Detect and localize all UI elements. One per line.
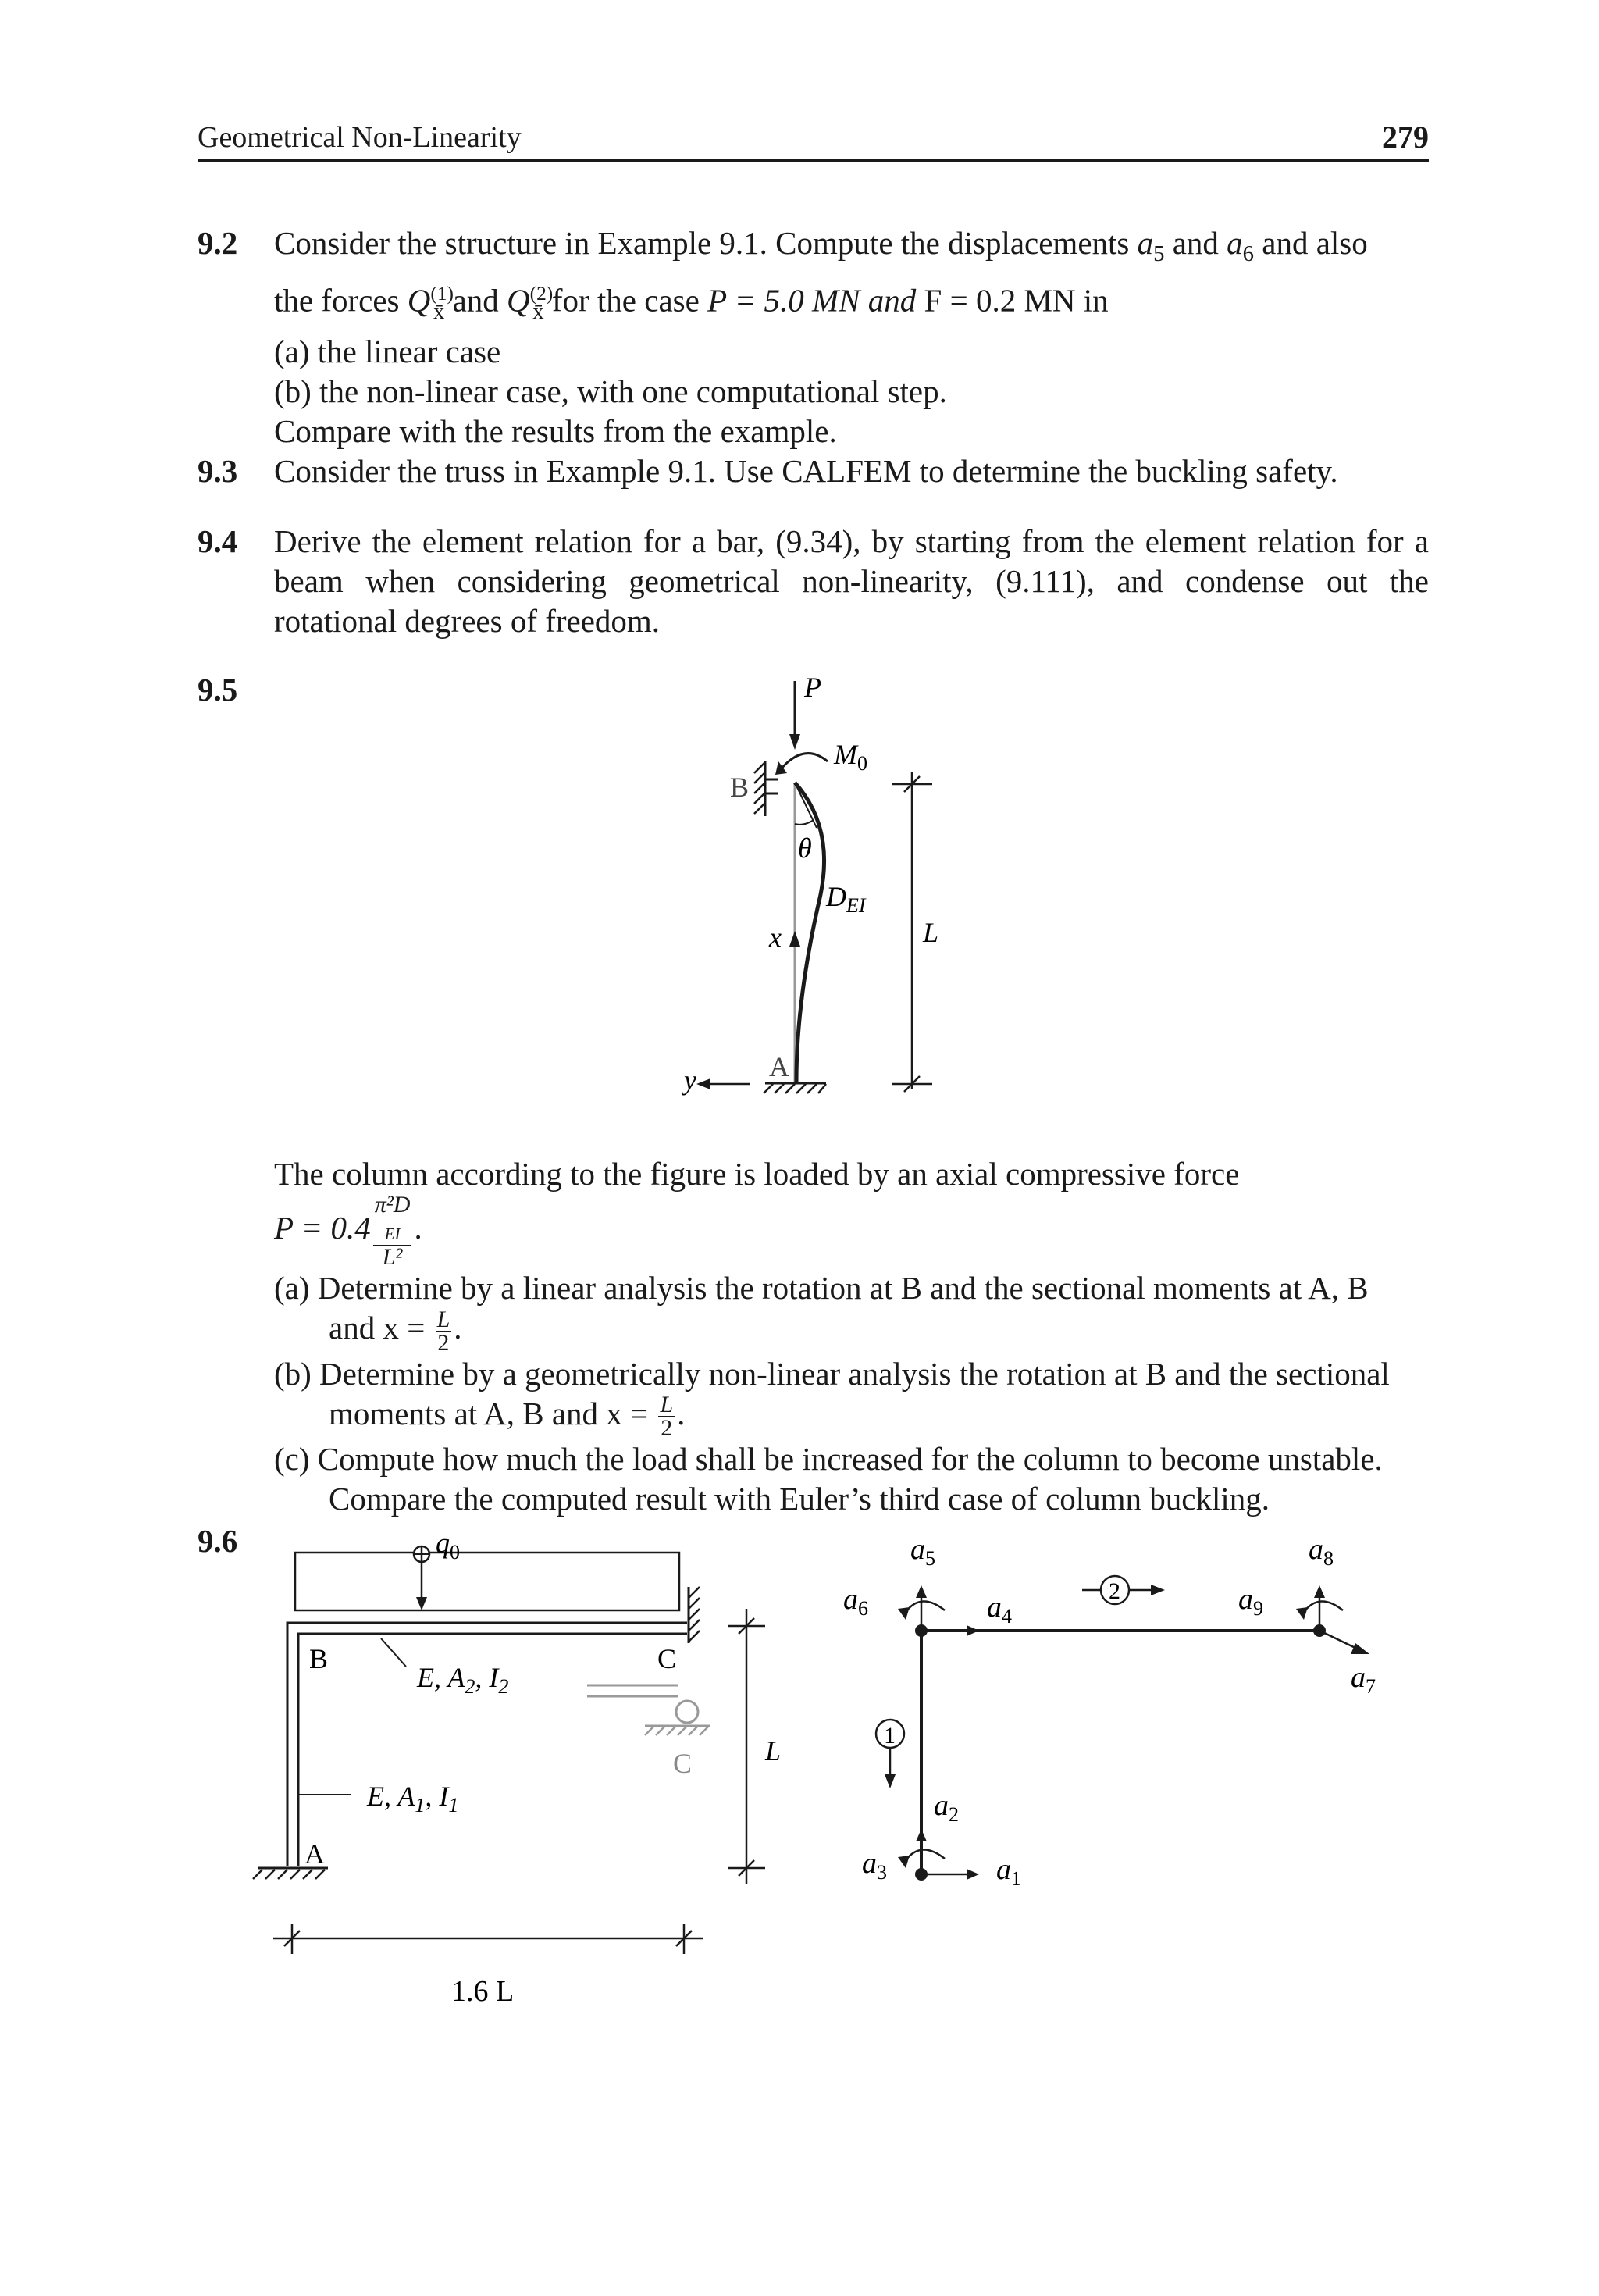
problem-9-3 [198,451,1429,491]
dof-a3: $a_3$ [862,1847,887,1884]
node-a-label: A [304,1838,325,1870]
item-a: (a) the linear case [274,333,501,370]
load-equation: P = 0.4 π²D $_{EI}$ L² . [274,1192,422,1270]
problem-number: 9.4 [198,523,238,559]
compare-text: Compare with the results from the example. [274,413,837,450]
q0-label: $q_0$ [436,1528,460,1563]
node-b-label: B [309,1643,329,1674]
problem-text: Derive the element relation for a bar, (9.34), by starting from the element relation for a beam when considering geometrical non-linearity, (9.111), and condense out the rotational degrees of freedom. [274,523,1429,639]
item-b: (b) Determine by a geometrically non-linear analysis the rotation at B and the sectional [274,1355,1390,1392]
node-a-label: A [769,1051,789,1082]
frame-figure [234,1515,1421,2015]
problem-text: Consider the truss in Example 9.1. Use CALFEM to determine the buckling safety. [274,453,1338,489]
item-c-cont: Compare the computed result with Euler’s third case of column buckling. [329,1481,1270,1517]
chapter-title: Geometrical Non-Linearity [198,121,522,154]
element-1-props: E, $A_1$, $I_1$ [367,1781,459,1816]
problem-number: 9.2 [198,225,238,261]
length-label: L [923,917,939,948]
height-label: L [765,1735,782,1767]
problem-number: 9.5 [198,672,238,708]
column-figure [671,672,1031,1109]
node-b-label: B [730,772,750,803]
x-axis-label: x [769,922,782,953]
span-label: 1.6 L [451,1975,515,2008]
dof-a2: $a_2$ [934,1789,959,1826]
dof-a4: $a_4$ [987,1591,1012,1628]
dof-a7: $a_7$ [1351,1661,1376,1698]
problem-number: 9.3 [198,453,238,489]
dof-a8: $a_8$ [1309,1533,1334,1570]
moment-label: $M_0$ [834,739,867,775]
dof-a6: $a_6$ [843,1583,868,1620]
dof-a9: $a_9$ [1238,1583,1263,1620]
dof-a1: $a_1$ [996,1853,1021,1890]
element-2-marker: 2 [1109,1578,1120,1604]
item-a-cont: and x = $\frac{L}{2}$ . [329,1306,462,1356]
item-c: (c) Compute how much the load shall be increased for the column to become unstable. [274,1441,1383,1478]
item-a: (a) Determine by a linear analysis the rotation at B and the sectional moments at A, B [274,1270,1369,1306]
element-2-props: E, $A_2$, $I_2$ [417,1662,509,1698]
theta-label: θ [798,832,812,864]
load-label-p: P [804,672,821,703]
intro-text: The column according to the figure is loaded by an axial compressive force [274,1156,1240,1192]
element-1-marker: 1 [884,1723,896,1749]
item-b: (b) the non-linear case, with one computational step. [274,373,947,410]
problem-line-2: the forces $Q^{(1)}_{x̄}$ and $Q^{(2)}_{x̄}$ for the case P = 5.0 MN and F = 0.2 MN in [274,282,1109,325]
dof-a5: $a_5$ [910,1533,935,1570]
dei-label: $D_{EI}$ [826,881,866,917]
running-header [198,117,1429,162]
problem-9-4 [198,522,1429,641]
problem-number: 9.6 [198,1523,238,1559]
node-c-alt-label: C [673,1748,693,1779]
node-c-label: C [657,1643,677,1674]
y-axis-label: y [684,1064,696,1096]
page-number: 279 [1382,119,1429,155]
problem-9-2 [198,223,1429,451]
problem-line-1: Consider the structure in Example 9.1. Compute the displacements $a_5$ and $a_6$ and also [274,225,1368,267]
problem-9-5-text [198,1154,1429,1519]
item-b-cont: moments at A, B and x = $\frac{L}{2}$ . [329,1392,686,1442]
